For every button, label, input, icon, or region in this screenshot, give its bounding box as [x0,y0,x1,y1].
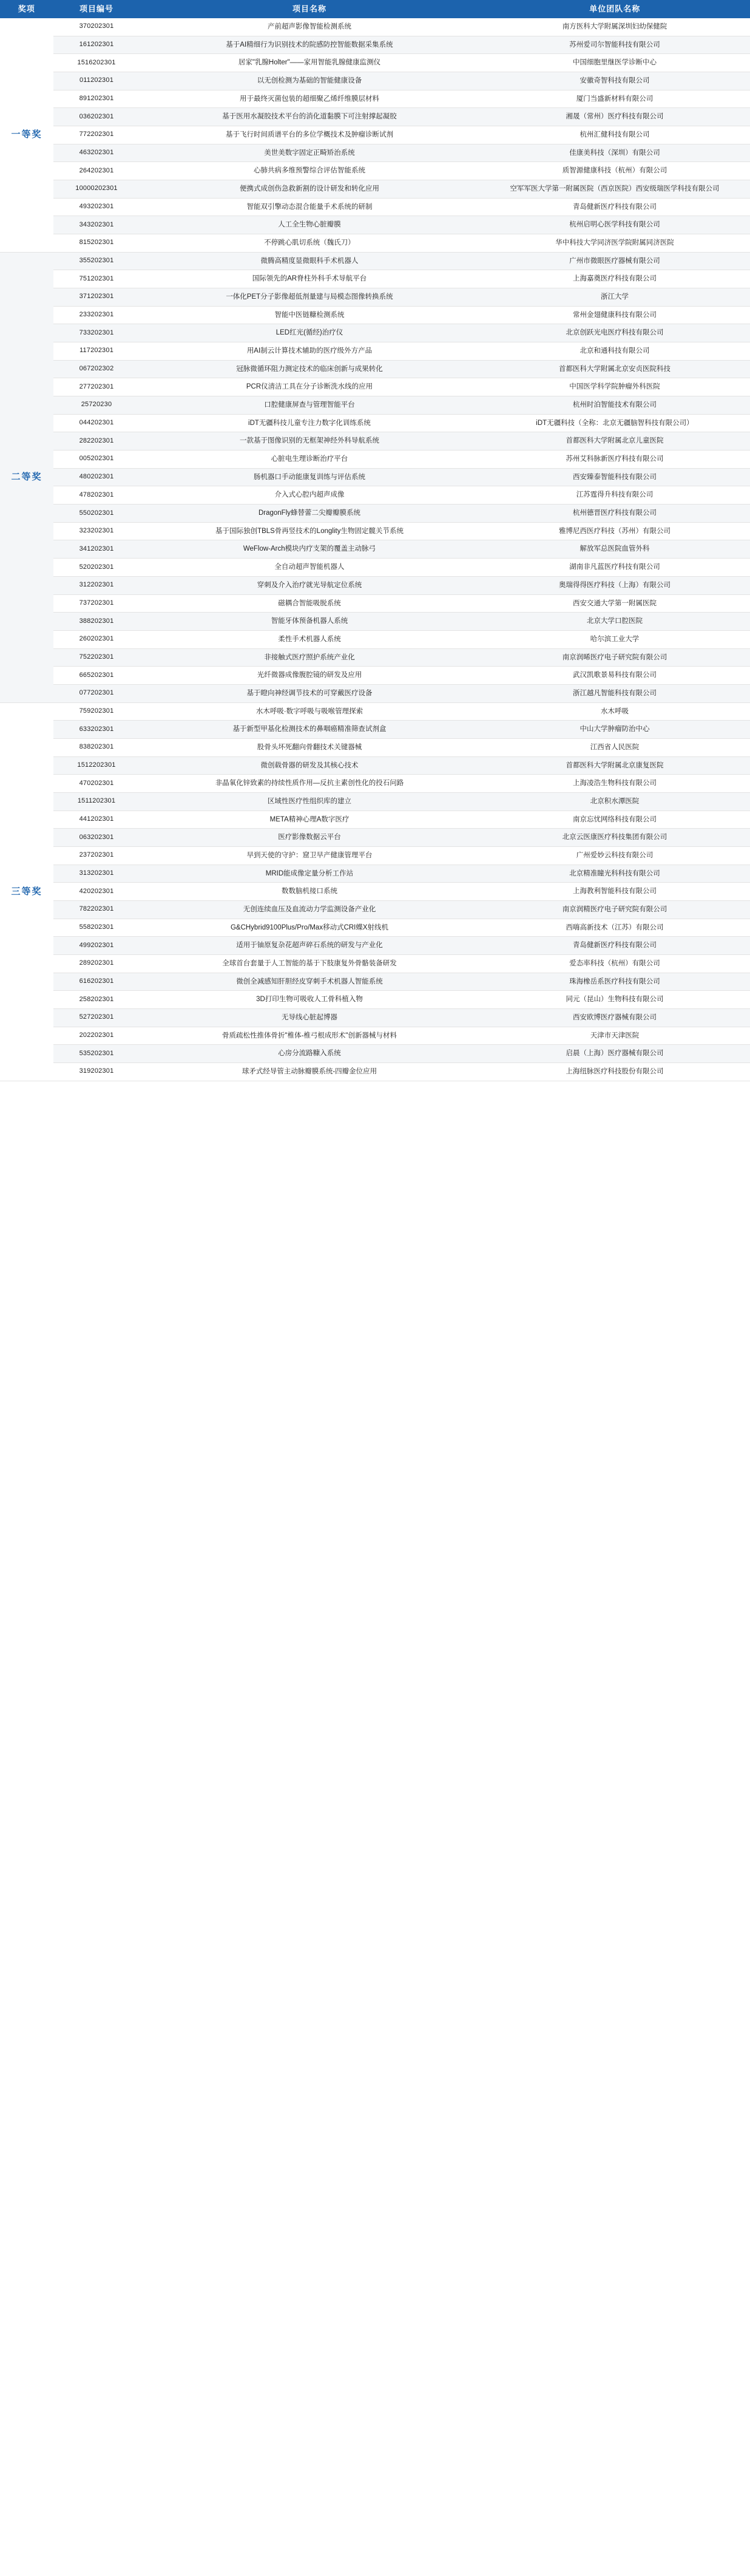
organization-name: 首都医科大学附属北京康复医院 [479,756,750,775]
organization-name: 启晨（上海）医疗器械有限公司 [479,1045,750,1063]
project-code: 616202301 [53,973,140,991]
project-code: 323202301 [53,522,140,540]
organization-name: 安徽奇智科技有限公司 [479,72,750,90]
organization-name: 西安交通大学第一附属医院 [479,594,750,613]
organization-name: 南京忘忧网络科技有限公司 [479,811,750,829]
project-name: 口腔健康屏查与管理智能平台 [140,396,479,415]
organization-name: 苏州爱司尔智能科技有限公司 [479,36,750,54]
table-row [0,198,750,216]
project-name: 适用于铀原复杂花超声碎石系统的研发与产业化 [140,937,479,955]
organization-name: 浙江越凡智能科技有限公司 [479,684,750,702]
project-code: 441202301 [53,811,140,829]
table-body [0,18,750,1081]
project-code: 463202301 [53,144,140,162]
organization-name: 水木呼吸 [479,702,750,721]
column-header-name: 项目名称 [140,0,479,18]
table-row [0,865,750,883]
project-name: 用AI制云计算技术辅助的医疗级外方产品 [140,342,479,361]
organization-name: 广州爱妙云科技有限公司 [479,846,750,865]
organization-name: 北京积水潭医院 [479,792,750,811]
project-code: 751202301 [53,270,140,288]
project-code: 005202301 [53,450,140,469]
project-code: 633202301 [53,721,140,739]
table-row [0,450,750,469]
project-name: 基于瞪向神经调节技术的可穿戴医疗设备 [140,684,479,702]
project-name: 不停跳心肌切系统（魏氏刀） [140,234,479,253]
organization-name: 杭州时泊智能技术有限公司 [479,396,750,415]
table-row [0,90,750,108]
organization-name: 苏州艾科脉新医疗科技有限公司 [479,450,750,469]
project-name: 非晶氧化锌致素的持续性质作用—反抗主素创性化的投石问路 [140,775,479,793]
organization-name: 珠海橡岳系医疗科技有限公司 [479,973,750,991]
table-row [0,576,750,594]
project-code: 520202301 [53,559,140,577]
project-name: DragonFly蜂替蕾二尖瓣瓣膜系统 [140,505,479,523]
organization-name: 中国医学科学院肿瘤外科医院 [479,378,750,396]
organization-name: 奥瑞得得医疗科技（上海）有限公司 [479,576,750,594]
organization-name: 厦门当盛新材料有限公司 [479,90,750,108]
project-name: 一体化PET分子影像超低剂量建与局模态图像转换系统 [140,288,479,307]
organization-name: 南方医科大学附属深圳妇幼保健院 [479,18,750,36]
project-code: 277202301 [53,378,140,396]
table-row [0,505,750,523]
project-name: 无导线心脏起博器 [140,1008,479,1027]
project-name: 心肺共病多维预警综合评估智能系统 [140,162,479,180]
organization-name: 青岛健新医疗科技有限公司 [479,198,750,216]
table-row [0,108,750,126]
table-row [0,991,750,1009]
table-row [0,702,750,721]
organization-name: 江西省人民医院 [479,738,750,756]
organization-name: 华中科技大学同济医学院附属同济医院 [479,234,750,253]
table-row [0,613,750,631]
project-code: 077202301 [53,684,140,702]
project-code: 067202302 [53,360,140,378]
organization-name: 湘晟（常州）医疗科技有限公司 [479,108,750,126]
organization-name: 江苏霆得升科技有限公司 [479,486,750,505]
table-row [0,721,750,739]
project-code: 891202301 [53,90,140,108]
table-row [0,738,750,756]
project-code: 759202301 [53,702,140,721]
organization-name: 佳康美科技（深圳）有限公司 [479,144,750,162]
organization-name: 中山大学肿瘤防治中心 [479,721,750,739]
project-name: 全自动超声智能机器人 [140,559,479,577]
project-name: 无创连续血压及血流动力学监测设备产业化 [140,900,479,919]
table-row [0,378,750,396]
project-code: 772202301 [53,126,140,144]
project-code: 733202301 [53,324,140,342]
column-header-code: 项目编号 [53,0,140,18]
table-row [0,324,750,342]
table-row [0,144,750,162]
organization-name: 西安欧博医疗器械有限公司 [479,1008,750,1027]
table-row [0,919,750,937]
project-name: 3D打印生物可吸收人工骨科植入物 [140,991,479,1009]
table-row [0,1008,750,1027]
award-grade-label: 一等奖 [0,18,53,252]
project-code: 838202301 [53,738,140,756]
project-code: 1516202301 [53,54,140,72]
organization-name: 哈尔滨工业大学 [479,630,750,648]
project-name: 早到天使的守护：窟卫早产健康管理平台 [140,846,479,865]
project-code: 527202301 [53,1008,140,1027]
table-row [0,829,750,847]
project-code: 815202301 [53,234,140,253]
project-code: 752202301 [53,648,140,667]
project-name: 智能中医链糠检测系统 [140,306,479,324]
award-grade-label: 二等奖 [0,252,53,702]
organization-name: 武汉凯歌景易科技有限公司 [479,667,750,685]
organization-name: 北京创跃光电医疗科技有限公司 [479,324,750,342]
table-row [0,559,750,577]
project-code: 493202301 [53,198,140,216]
project-code: 202202301 [53,1027,140,1045]
table-row [0,630,750,648]
project-code: 478202301 [53,486,140,505]
award-list-document [0,0,750,1081]
project-name: 穿刺及介入治疗就光导航定位系统 [140,576,479,594]
project-name: 微创全减感知肝胆经皮穿刺手术机器人智能系统 [140,973,479,991]
table-row [0,306,750,324]
project-name: 用于最终灭菌包装的超细聚乙烯纤维膜层材料 [140,90,479,108]
project-name: 一款基于图像识别的无框架神经外科导航系统 [140,432,479,450]
project-code: 044202301 [53,414,140,432]
project-name: 基于国际独创TBLS骨再竖技术的Longlity生物固定髋关节系统 [140,522,479,540]
project-name: 基于医用水凝胶技术平台的消化道黏膜下可注射撑起凝胶 [140,108,479,126]
project-name: 国际领先的AR脊柱外科手术导航平台 [140,270,479,288]
project-name: 肠机器口手动能康复训练与评估系统 [140,468,479,486]
project-code: 535202301 [53,1045,140,1063]
project-name: 区域性医疗性组织库的建立 [140,792,479,811]
project-name: 骨质疏松性推体骨折"椎体-椎弓根成形术"创新器械与材料 [140,1027,479,1045]
table-row [0,522,750,540]
project-code: 737202301 [53,594,140,613]
project-name: G&CHybrid9100Plus/Pro/Max移动式CRI蝶X射线机 [140,919,479,937]
table-row [0,954,750,973]
project-name: 人工全生物心脏瓣膜 [140,216,479,234]
table-row [0,846,750,865]
organization-name: 天津市天津医院 [479,1027,750,1045]
project-code: 011202301 [53,72,140,90]
organization-name: 杭州启明心医学科技有限公司 [479,216,750,234]
project-name: 非接触式医疗照护系统产业化 [140,648,479,667]
award-grade-label: 三等奖 [0,702,53,1081]
project-code: 480202301 [53,468,140,486]
project-code: 388202301 [53,613,140,631]
project-name: 以无创检测为基础的智能健康设备 [140,72,479,90]
project-name: WeFlow-Arch模块内疗支架的覆盖主动脉弓 [140,540,479,559]
table-row [0,234,750,253]
organization-name: 湖南非凡蓝医疗科技有限公司 [479,559,750,577]
project-name: 基于新型甲基化检测技术的鼻咽癌精准筛查试剂盒 [140,721,479,739]
organization-name: 北京云医康医疗科技集团有限公司 [479,829,750,847]
project-name: 美世美数字固定正畸矫治系统 [140,144,479,162]
organization-name: 青岛健新医疗科技有限公司 [479,937,750,955]
project-name: 股骨头坏死翻向骨翻技术关键器械 [140,738,479,756]
organization-name: 北京大学口腔医院 [479,613,750,631]
project-name: 医疗影像数据云平台 [140,829,479,847]
project-name: 基于AI精细行为识别技术的院感防控智能数据采集系统 [140,36,479,54]
organization-name: 北京精准瞳光科科技有限公司 [479,865,750,883]
project-name: 光纤微器成像腹腔镜的研发及应用 [140,667,479,685]
project-code: 420202301 [53,883,140,901]
project-name: 基于飞行时间质谱平台的多位学概技术及肿瘤诊断试剂 [140,126,479,144]
table-row [0,973,750,991]
table-row [0,360,750,378]
organization-name: 解放军总医院血管外科 [479,540,750,559]
project-name: 柔性手术机器人系统 [140,630,479,648]
project-name: 微创载骨器的研发及其核心技术 [140,756,479,775]
table-row [0,756,750,775]
project-name: META精神心理A数字医疗 [140,811,479,829]
project-code: 355202301 [53,252,140,270]
project-name: 居家"乳腺Holter"——家用智能乳腺健康监测仪 [140,54,479,72]
table-row [0,684,750,702]
project-name: 冠脉微循环阻力测定技术的临床创新与成果转化 [140,360,479,378]
organization-name: 质智源健康科技（杭州）有限公司 [479,162,750,180]
table-row [0,126,750,144]
organization-name: 南京润精医疗电子研究院有限公司 [479,900,750,919]
project-name: MRID能成像定量分析工作站 [140,865,479,883]
project-code: 10000202301 [53,180,140,199]
table-row [0,900,750,919]
project-code: 258202301 [53,991,140,1009]
project-code: 036202301 [53,108,140,126]
project-code: 343202301 [53,216,140,234]
project-name: 智能牙体预备机器人系统 [140,613,479,631]
project-name: iDT无疆科技儿童专注力数字化训练系统 [140,414,479,432]
project-code: 499202301 [53,937,140,955]
project-code: 1511202301 [53,792,140,811]
project-code: 289202301 [53,954,140,973]
table-row [0,162,750,180]
table-header-row [0,0,750,18]
table-row [0,811,750,829]
project-code: 264202301 [53,162,140,180]
project-code: 25720230 [53,396,140,415]
project-code: 550202301 [53,505,140,523]
project-name: 心脏电生理诊断治疗平台 [140,450,479,469]
table-row [0,54,750,72]
organization-name: 西安臻泰智能科技有限公司 [479,468,750,486]
table-row [0,180,750,199]
project-code: 063202301 [53,829,140,847]
organization-name: iDT无疆科技（全称：北京无疆脑智科技有限公司） [479,414,750,432]
project-code: 665202301 [53,667,140,685]
project-name: 水木呼吸·数字呼吸与吸喉管理探索 [140,702,479,721]
organization-name: 上海凌浩生物科技有限公司 [479,775,750,793]
organization-name: 空军军医大学第一附属医院（西京医院）西安级瑞医学科技有限公司 [479,180,750,199]
table-row [0,396,750,415]
organization-name: 首都医科大学附属北京安贞医院科技 [479,360,750,378]
table-row [0,36,750,54]
project-code: 260202301 [53,630,140,648]
table-header [0,0,750,18]
organization-name: 中国细胞里继医学诊断中心 [479,54,750,72]
project-name: 智能双引擎动态混合能量手术系统的研制 [140,198,479,216]
organization-name: 广州市微眼医疗器械有限公司 [479,252,750,270]
table-row [0,1045,750,1063]
award-table [0,0,750,1081]
organization-name: 同元（昆山）生物科技有限公司 [479,991,750,1009]
table-row [0,468,750,486]
project-code: 282202301 [53,432,140,450]
organization-name: 上海嘉奠医疗科技有限公司 [479,270,750,288]
table-row [0,432,750,450]
organization-name: 上海纽脉医疗科技股份有限公司 [479,1062,750,1081]
table-row [0,252,750,270]
table-row [0,216,750,234]
organization-name: 首都医科大学附属北京儿童医院 [479,432,750,450]
project-name: 介入式心腔内超声成像 [140,486,479,505]
table-row [0,342,750,361]
table-row [0,775,750,793]
project-name: 便携式成创伤急救新割的设计研发和转化应用 [140,180,479,199]
table-row [0,486,750,505]
table-row [0,540,750,559]
project-name: LED红光(循经)治疗仪 [140,324,479,342]
organization-name: 爱态率科技（杭州）有限公司 [479,954,750,973]
column-header-award: 奖项 [0,0,53,18]
project-code: 1512202301 [53,756,140,775]
table-row [0,667,750,685]
organization-name: 南京润晞医疗电子研究院有限公司 [479,648,750,667]
table-row [0,883,750,901]
project-name: 心房分流路糠入系统 [140,1045,479,1063]
table-row [0,1027,750,1045]
table-row [0,18,750,36]
project-code: 161202301 [53,36,140,54]
project-code: 117202301 [53,342,140,361]
project-code: 370202301 [53,18,140,36]
column-header-org: 单位团队名称 [479,0,750,18]
organization-name: 雅博尼西医疗科技（苏州）有限公司 [479,522,750,540]
organization-name: 西嗨高新技术（江苏）有限公司 [479,919,750,937]
organization-name: 上海教利智能科技有限公司 [479,883,750,901]
project-code: 470202301 [53,775,140,793]
organization-name: 浙江大学 [479,288,750,307]
project-code: 319202301 [53,1062,140,1081]
table-row [0,72,750,90]
table-row [0,414,750,432]
project-code: 233202301 [53,306,140,324]
table-row [0,594,750,613]
organization-name: 杭州德晋医疗科技有限公司 [479,505,750,523]
organization-name: 杭州汇健科技有限公司 [479,126,750,144]
project-name: 全球首台套量于人工智能的基于下肢康复外骨骼装备研发 [140,954,479,973]
project-name: 微腾高精度显微眼科手术机器人 [140,252,479,270]
organization-name: 北京和通科技有限公司 [479,342,750,361]
project-code: 782202301 [53,900,140,919]
table-row [0,792,750,811]
project-code: 312202301 [53,576,140,594]
table-row [0,288,750,307]
project-name: 球矛式经导管主动脉瓣膜系统-四瓣金位应用 [140,1062,479,1081]
project-name: PCR仪清洁工具在分子诊断洗水线的应用 [140,378,479,396]
table-row [0,648,750,667]
project-name: 磁耦合智能吸脱系统 [140,594,479,613]
organization-name: 常州金翅健康科技有限公司 [479,306,750,324]
project-code: 558202301 [53,919,140,937]
project-name: 数数脑机接口系统 [140,883,479,901]
project-code: 371202301 [53,288,140,307]
project-name: 产前超声影像智能检测系统 [140,18,479,36]
project-code: 313202301 [53,865,140,883]
project-code: 237202301 [53,846,140,865]
project-code: 341202301 [53,540,140,559]
table-row [0,270,750,288]
table-row [0,937,750,955]
table-row [0,1062,750,1081]
